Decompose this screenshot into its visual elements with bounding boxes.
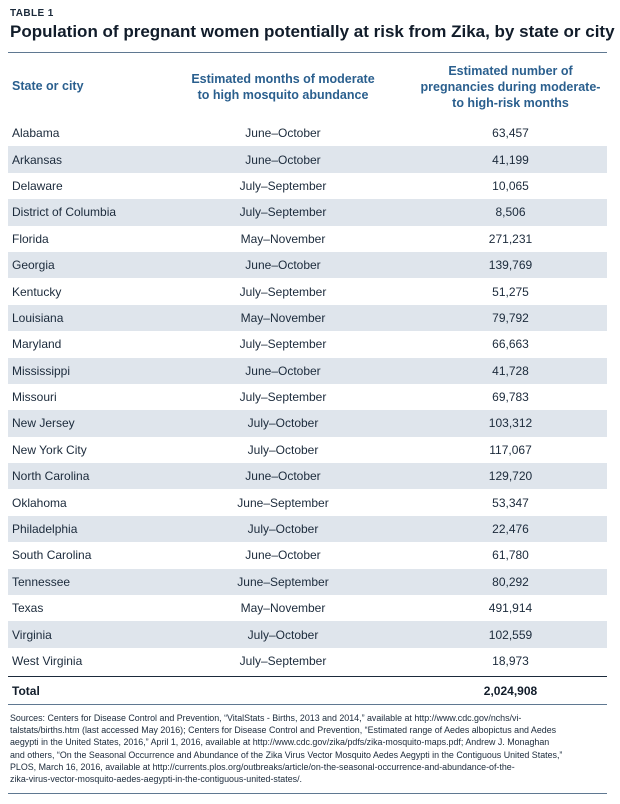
- cell-pregnancies: 53,347: [492, 495, 529, 510]
- cell-months: June–October: [245, 469, 321, 484]
- sources-line: talstats/births.htm (last accessed May 2016); Centers for Disease Control and Prevention, “Estimated range of Aedes albopictus and Aedes: [10, 725, 557, 736]
- table-row: [8, 199, 607, 225]
- header-preg-line1: Estimated number of: [448, 64, 573, 78]
- cell-state: Kentucky: [12, 284, 62, 299]
- cell-pregnancies: 271,231: [488, 231, 533, 246]
- cell-months: June–September: [237, 495, 329, 510]
- cell-state: Georgia: [12, 258, 55, 273]
- cell-pregnancies: 80,292: [492, 574, 529, 589]
- cell-pregnancies: 22,476: [492, 522, 529, 537]
- cell-months: July–September: [239, 654, 327, 668]
- cell-state: Arkansas: [12, 152, 63, 167]
- cell-months: May–November: [240, 601, 326, 616]
- sources-line: Sources: Centers for Disease Control and Prevention, “VitalStats - Births, 2013 and 2014,” available at http://www.cdc.gov/nchs/vi-: [10, 713, 522, 723]
- sources-divider: [8, 704, 607, 705]
- header-months: [178, 71, 388, 103]
- sources-line: and others, “On the Seasonal Occurrence and Abundance of the Zika Virus Vector Mosquito Aedes Aegypti in the Contiguous United States,”: [10, 749, 563, 760]
- table-row: [8, 595, 607, 621]
- table-title: Population of pregnant women potentially at risk from Zika, by state or city: [10, 22, 615, 41]
- cell-state: Virginia: [12, 627, 52, 642]
- table-row: [8, 146, 607, 172]
- cell-pregnancies: 8,506: [495, 205, 526, 220]
- cell-pregnancies: 102,559: [488, 627, 533, 642]
- table-body: [8, 120, 607, 674]
- cell-months: July–September: [239, 284, 327, 299]
- table-row: [8, 410, 607, 436]
- header-preg-line2: pregnancies during moderate-: [420, 80, 601, 94]
- cell-state: New York City: [12, 442, 87, 457]
- cell-months: July–October: [247, 416, 319, 431]
- cell-pregnancies: 139,769: [488, 258, 533, 273]
- total-value: 2,024,908: [483, 684, 538, 698]
- cell-months: July–September: [239, 337, 327, 352]
- total-row: [8, 676, 607, 705]
- table-row: [8, 384, 607, 410]
- sources-line: PLOS, March 16, 2016, available at http://currents.plos.org/outbreaks/article/on-the-seasonal-occurrence-and-abundance-of-the-: [10, 761, 515, 772]
- cell-state: Alabama: [12, 126, 60, 141]
- cell-state: West Virginia: [12, 654, 83, 668]
- cell-pregnancies: 491,914: [488, 601, 533, 616]
- cell-state: Florida: [12, 231, 49, 246]
- cell-state: Texas: [12, 601, 44, 616]
- table-label: TABLE 1: [10, 8, 54, 19]
- cell-months: July–October: [247, 627, 319, 642]
- table-row: [8, 173, 607, 199]
- cell-pregnancies: 18,973: [492, 654, 529, 668]
- sources-note: [10, 712, 610, 785]
- table-row: [8, 278, 607, 304]
- cell-state: South Carolina: [12, 548, 92, 563]
- cell-months: May–November: [240, 231, 326, 246]
- table-row: [8, 226, 607, 252]
- cell-state: Mississippi: [12, 363, 71, 378]
- cell-months: June–October: [245, 152, 321, 167]
- cell-state: Missouri: [12, 390, 57, 405]
- cell-pregnancies: 63,457: [492, 126, 529, 141]
- table-row: [8, 331, 607, 357]
- cell-pregnancies: 61,780: [492, 548, 529, 563]
- total-label: Total: [12, 684, 40, 698]
- cell-pregnancies: 69,783: [492, 390, 529, 405]
- header-preg-line3: to high-risk months: [452, 96, 569, 110]
- cell-pregnancies: 103,312: [488, 416, 533, 431]
- cell-months: June–September: [237, 574, 329, 589]
- table-row: [8, 489, 607, 515]
- table-row: [8, 305, 607, 331]
- cell-state: North Carolina: [12, 469, 90, 484]
- cell-months: June–October: [245, 258, 321, 273]
- table-row: [8, 648, 607, 674]
- cell-state: District of Columbia: [12, 205, 117, 220]
- table-row: [8, 542, 607, 568]
- table-row: [8, 621, 607, 647]
- header-months-line2: to high mosquito abundance: [197, 88, 369, 102]
- cell-state: New Jersey: [12, 416, 75, 431]
- cell-months: July–October: [247, 442, 319, 457]
- table-row: [8, 569, 607, 595]
- cell-months: July–September: [239, 178, 327, 193]
- cell-pregnancies: 41,199: [492, 152, 529, 167]
- cell-state: Tennessee: [12, 574, 71, 589]
- cell-pregnancies: 41,728: [492, 363, 529, 378]
- cell-pregnancies: 10,065: [492, 178, 529, 193]
- table-row: [8, 120, 607, 146]
- cell-state: Delaware: [12, 178, 63, 193]
- table-row: [8, 516, 607, 542]
- cell-pregnancies: 79,792: [492, 310, 529, 325]
- cell-state: Maryland: [12, 337, 62, 352]
- cell-state: Oklahoma: [12, 495, 67, 510]
- table-row: [8, 463, 607, 489]
- cell-months: July–September: [239, 205, 327, 220]
- table-row: [8, 252, 607, 278]
- sources-line: aegypti in the United States, 2016,” April 1, 2016, available at http://www.cdc.gov/zika/pdfs/zika-mosquito-maps.pdf; Andrew J. Monaghan: [10, 737, 550, 748]
- cell-months: June–October: [245, 126, 321, 141]
- header-pregnancies: [418, 63, 603, 111]
- cell-months: May–November: [240, 310, 326, 325]
- bottom-divider: [8, 793, 607, 794]
- header-state: State or city: [12, 79, 84, 93]
- table-row: [8, 358, 607, 384]
- cell-pregnancies: 51,275: [492, 284, 529, 299]
- cell-pregnancies: 117,067: [489, 442, 532, 457]
- cell-pregnancies: 129,720: [488, 469, 533, 484]
- cell-pregnancies: 66,663: [492, 337, 529, 352]
- header-months-line1: Estimated months of moderate: [191, 72, 375, 86]
- sources-line: zika-virus-vector-mosquito-aedes-aegypti-in-the-contiguous-united-states/.: [10, 774, 303, 785]
- cell-state: Louisiana: [12, 310, 64, 325]
- cell-state: Philadelphia: [12, 522, 78, 537]
- cell-months: June–October: [245, 363, 321, 378]
- cell-months: July–September: [239, 390, 327, 405]
- cell-months: July–October: [247, 522, 319, 537]
- table-header: [8, 53, 607, 119]
- table-row: [8, 437, 607, 463]
- cell-months: June–October: [245, 548, 321, 563]
